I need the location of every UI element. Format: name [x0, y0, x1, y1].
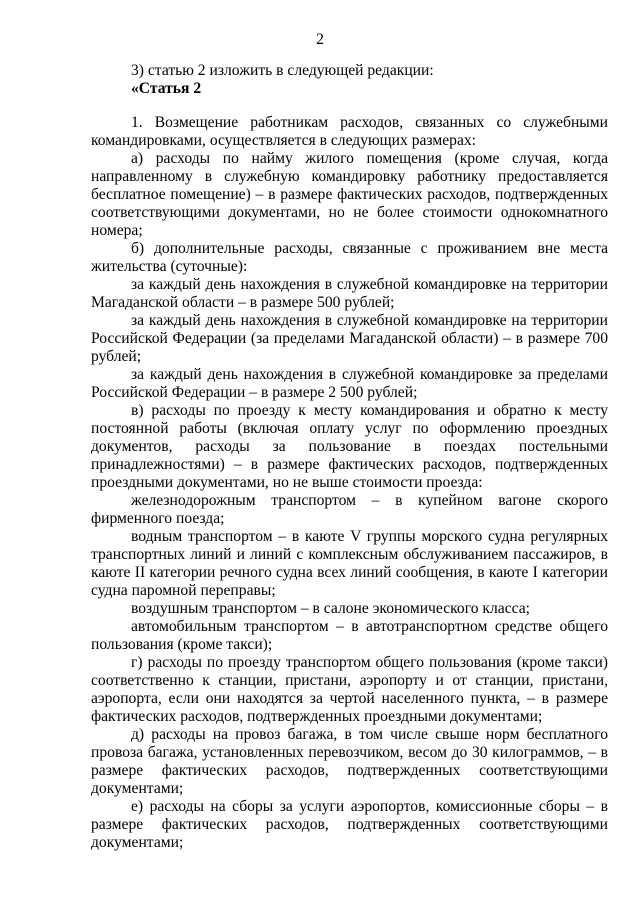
clause-g-local-transport: г) расходы по проезду транспортом общего пользования (кроме такси) соответственно к станции, пристани, аэропорту и от станции, пристани, аэропорта, если они находятся за чертой населенного пункта, – в размере фактических расходов, подтвержденных проездными документами; [91, 654, 608, 725]
travel-water: водным транспортом – в каюте V группы морского судна регулярных транспортных линий и линий с комплексным обслуживанием пассажиров, в каюте II категории речного судна всех линий сообщения, в каюте I категории судна паромной переправы; [91, 528, 608, 599]
travel-road: автомобильным транспортом – в автотранспортном средстве общего пользования (кроме такси); [91, 618, 608, 653]
clause-d-baggage: д) расходы на провоз багажа, в том числе свыше норм бесплатного провоза багажа, установленных перевозчиком, весом до 30 килограммов, – в размере фактических расходов, подтвержденных соответствующими документами; [91, 726, 608, 797]
travel-air: воздушным транспортом – в салоне экономического класса; [131, 600, 530, 617]
per-diem-abroad: за каждый день нахождения в служебной командировке за пределами Российской Федерации – в размере 2 500 рублей; [91, 366, 608, 401]
clause-v-travel: в) расходы по проезду к месту командирования и обратно к месту постоянной работы (включая оплату услуг по оформлению проездных документов, расходы за пользование в поездах постельными принадлежностями) – в размере фактических расходов, подтвержденных проездными документами, но не выше стоимости проезда: [91, 402, 608, 491]
article-heading: «Статья 2 [131, 80, 202, 97]
per-diem-russia: за каждый день нахождения в служебной командировке на территории Российской Федерации (за пределами Магаданской области) – в размере 700 рублей; [91, 312, 608, 365]
clause-1: 1. Возмещение работникам расходов, связанных со служебными командировками, осуществляется в следующих размерах: [91, 114, 608, 149]
clause-e-fees: е) расходы на сборы за услуги аэропортов, комиссионные сборы – в размере фактических расходов, подтвержденных соответствующими документами; [91, 798, 608, 851]
document-body [0, 62, 640, 852]
clause-b-per-diem: б) дополнительные расходы, связанные с проживанием вне места жительства (суточные): [91, 240, 608, 275]
page-number: 2 [316, 31, 324, 48]
amendment-intro: 3) статью 2 изложить в следующей редакции: [131, 62, 434, 79]
clause-a-lodging: а) расходы по найму жилого помещения (кроме случая, когда направленному в служебную командировку работнику предоставляется бесплатное помещение) – в размере фактических расходов, подтвержденных соответствующими документами, но не более стоимости однокомнатного номера; [91, 150, 608, 239]
travel-rail: железнодорожным транспортом – в купейном вагоне скорого фирменного поезда; [91, 492, 608, 527]
per-diem-magadan: за каждый день нахождения в служебной командировке на территории Магаданской области – в размере 500 рублей; [91, 276, 608, 311]
